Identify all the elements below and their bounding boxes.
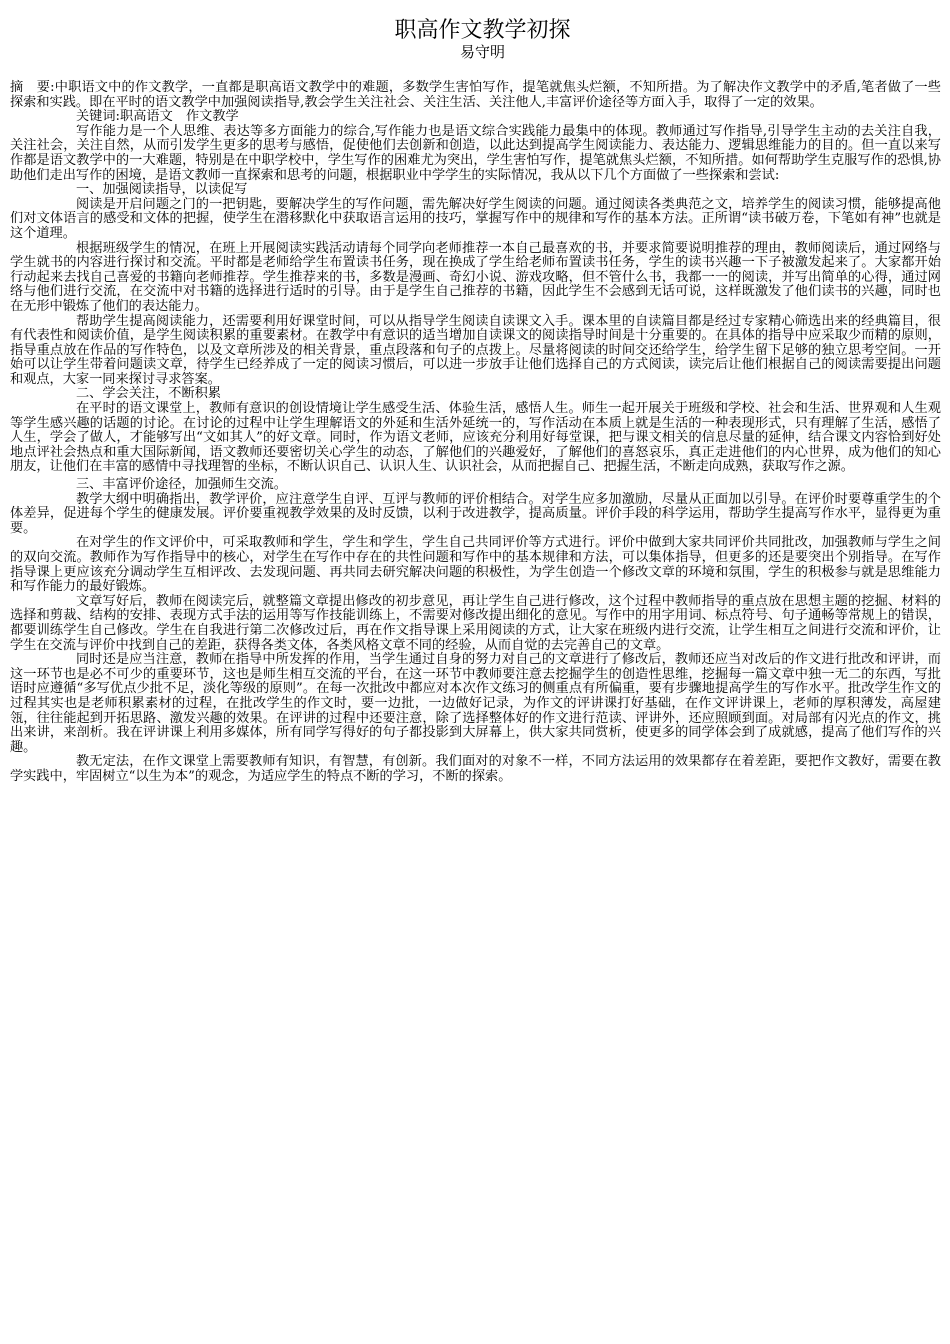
section-heading-2: 二、学会关注，不断积累 <box>76 386 222 402</box>
section3-paragraph: 教学大纲中明确指出，教学评价，应注意学生自评、互评与教师的评价相结合。对学生应多加激励，尽量从正面加以引导。在评价时要尊重学生的个体差异，促进每个学生的健康发展。评价要重视教学效果的及时反馈，以利于改进教学，提高质量。评价手段的科学运用，帮助学生提高写作水平，显得更为重要。 <box>10 491 941 536</box>
intro-paragraph: 写作能力是一个人思维、表达等多方面能力的综合,写作能力也是语文综合实践能力最集中的体现。教师通过写作指导,引导学生主动的去关注自我，关注社会，关注自然，从而引发学生更多的思考与感悟，促使他们去创新和创造，以此达到提高学生阅读能力、表达能力、逻辑思维能力的目的。但一直以来写作都是语文教学中的一大难题，特别是在中职学校中，学生写作的困难尤为突出，学生害怕写作，提笔就焦头烂额，不知所措。如何帮助学生克服写作的恐惧,协助他们走出写作的困境，是语文教师一直探索和思考的问题，根据职业中学学生的实际情况，我从以下几个方面做了一些探索和尝试: <box>10 123 941 183</box>
section1-paragraph: 根据班级学生的情况，在班上开展阅读实践活动请每个同学向老师推荐一本自己最喜欢的书，并要求简要说明推荐的理由，教师阅读后，通过网络与学生就书的内容进行探讨和交流。平时都是老师给学生布置读书任务，现在换成了学生给老师布置读书任务，学生的读书兴趣一下子被激发起来了。大家都开始行动起来去找自己喜爱的书籍向老师推荐。学生推荐来的书，多数是漫画、奇幻小说、游戏攻略，但不管什么书，我都一一的阅读，并写出简单的心得，通过网络与他们进行交流，在交流中对书籍的选择进行适时的引导。由于是学生自己推荐的书籍，因此学生不会感到无话可说，这样既激发了他们读书的兴趣，同时也在无形中锻炼了他们的表达能力。 <box>10 240 941 314</box>
section-heading-3: 三、丰富评价途径，加强师生交流。 <box>76 477 287 493</box>
section3-paragraph: 同时还是应当注意，教师在指导中所发挥的作用，当学生通过自身的努力对自己的文章进行了修改后，教师还应当对改后的作文进行批改和评讲，而这一环节也是必不可少的重要环节，这也是师生相互交流的平台，在这一环节中教师要注意去挖掘学生的创造性思维，挖掘每一篇文章中独一无二的东西，写批语时应遵循“多写优点少批不足，淡化等级的原则”。在每一次批改中都应对本次作文练习的侧重点有所偏重，要有步骤地提高学生的写作水平。批改学生作文的过程其实也是老师积累素材的过程，在批改学生的作文时，要一边批，一边做好记录，为作文的评讲课打好基础，在作文评讲课上，老师的厚积薄发，高屋建瓴，往往能起到开拓思路、激发兴趣的效果。在评讲的过程中还要注意，除了选择整体好的作文进行范读、评讲外，还应照顾到面。对局部有闪光点的作文，挑出来讲，来剖析。我在评讲课上利用多媒体，所有同学写得好的句子都投影到大屏幕上，供大家共同赏析，使更多的同学体会到了成就感，提高了他们写作的兴趣。 <box>10 652 941 755</box>
section1-paragraph: 阅读是开启问题之门的一把钥匙，要解决学生的写作问题，需先解决好学生阅读的问题。通过阅读各类典范之文，培养学生的阅读习惯，能够提高他们对文体语言的感受和文体的把握，使学生在潜移默化中获取语言运用的技巧，掌握写作中的规律和写作的基本方法。正所谓“读书破万卷，下笔如有神”也就是这个道理。 <box>10 196 941 241</box>
section-heading-1: 一、加强阅读指导，以读促写 <box>76 182 248 198</box>
section3-paragraph: 文章写好后，教师在阅读完后，就整篇文章提出修改的初步意见，再让学生自己进行修改，这个过程中教师指导的重点放在思想主题的挖掘、材料的选择和剪裁、结构的安排、表现方式手法的运用等写作技能训练上，不需要对修改提出细化的意见。写作中的用字用词、标点符号、句子通畅等常规上的错误，都要训练学生自己修改。学生在自我进行第二次修改过后，再在作文指导课上采用阅读的方式，让大家在班级内进行交流，让学生相互之间进行交流和评价，让学生在交流与评价中找到自己的差距，获得各类文体，各类风格文章不同的经验，从而自觉的去完善自己的文章。 <box>10 593 941 653</box>
author-name: 易守明 <box>459 43 505 61</box>
abstract-paragraph: 摘 要:中职语文中的作文教学，一直都是职高语文教学中的难题，多数学生害怕写作，提笔就焦头烂额，不知所措。为了解决作文教学中的矛盾,笔者做了一些探索和实践。即在平时的语文教学中加强阅读指导,教会学生关注社会、关注生活、关注他人,丰富评价途径等方面入手，取得了一定的效果。 <box>10 80 941 110</box>
document-page <box>10 18 941 785</box>
keywords-line: 关键词:职高语文 作文教学 <box>76 109 239 125</box>
section3-paragraph: 教无定法，在作文课堂上需要教师有知识，有智慧，有创新。我们面对的对象不一样，不同方法运用的效果都存在着差距，要把作文教好，需要在教学实践中，牢固树立“以生为本”的观念，为适应学生的特点不断的学习，不断的探索。 <box>10 754 941 784</box>
section3-paragraph: 在对学生的作文评价中，可采取教师和学生，学生和学生，学生自己共同评价等方式进行。评价中做到大家共同评价共同批改，加强教师与学生之间的双向交流。教师作为写作指导中的核心，对学生在写作中存在的共性问题和写作中的基本规律和方法，可以集体指导，但更多的还是要突出个别指导。在写作指导课上更应该充分调动学生互相评改、去发现问题、再共同去研究解决问题的积极性，为学生创造一个修改文章的环境和氛围，学生的积极参与就是思维能力和写作能力的最好锻炼。 <box>10 535 941 595</box>
section2-paragraph: 在平时的语文课堂上，教师有意识的创设情境让学生感受生活、体验生活，感悟人生。师生一起开展关于班级和学校、社会和生活、世界观和人生观等学生感兴趣的话题的讨论。在讨论的过程中让学生理解语文的外延和生活外延统一的，写作活动在本质上就是生活的一种表现形式，只有理解了生活，感悟了人生，学会了做人，才能够写出“文如其人”的好文章。同时，作为语文老师，应该充分利用好每堂课，把与课文相关的信息尽量的延伸，结合课文内容恰到好处地点评社会热点和重大国际新闻，语文教师还要密切关心学生的动态，了解他们的兴趣爱好，了解他们的喜怒哀乐，真正走进他们的内心世界，成为他们的知心朋友，让他们在丰富的感情中寻找理智的坐标，不断认识自己、认识人生、认识社会，从而把握自己、把握生活，不断走向成熟，获取写作之源。 <box>10 401 941 475</box>
section1-paragraph: 帮助学生提高阅读能力，还需要利用好课堂时间，可以从指导学生阅读自读课文入手。课本里的自读篇目都是经过专家精心筛选出来的经典篇目，很有代表性和阅读价值，是学生阅读积累的重要素材。在教学中有意识的适当增加自读课文的阅读指导时间是十分重要的。在具体的指导中应采取少而精的原则，指导重点放在作品的写作特色，以及文章所涉及的相关背景，重点段落和句子的点拨上。尽量将阅读的时间交还给学生，给学生留下足够的独立思考空间。一开始可以让学生带着问题读文章，待学生已经养成了一定的阅读习惯后，可以进一步放手让他们选择自己的方式阅读，读完后让他们根据自己的阅读需要提出问题和观点，大家一同来探讨寻求答案。 <box>10 313 941 387</box>
document-title: 职高作文教学初探 <box>394 18 571 43</box>
